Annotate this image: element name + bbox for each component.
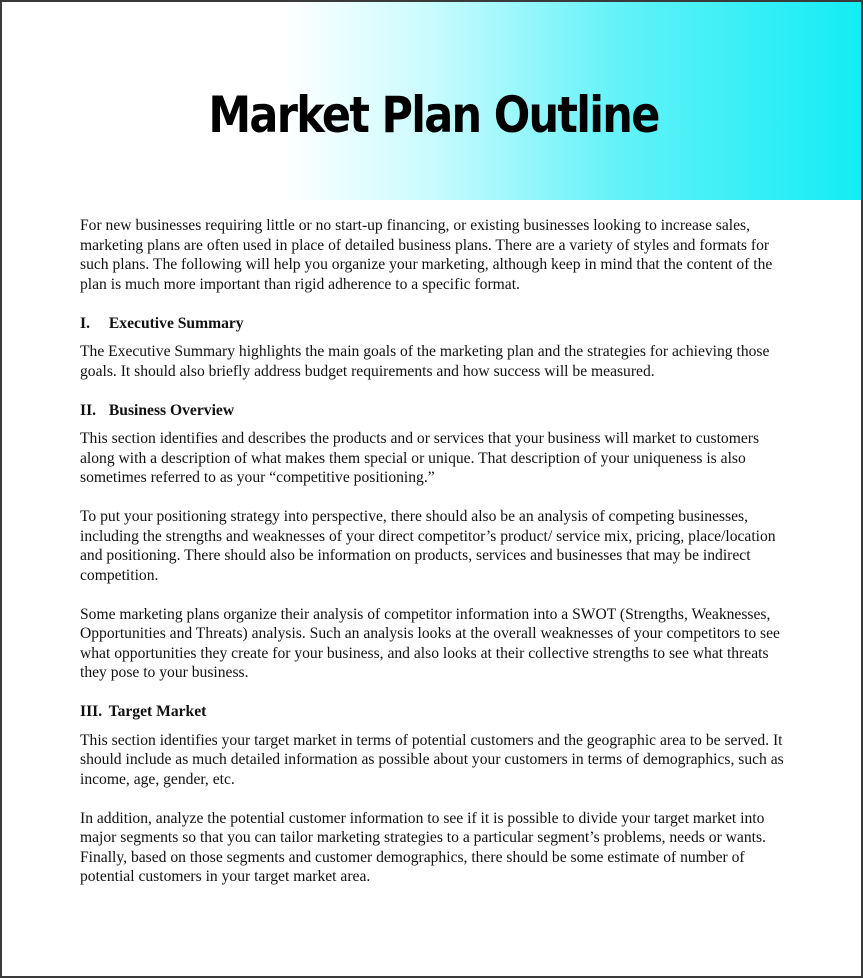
section-number: I.: [80, 314, 90, 332]
intro-paragraph: For new businesses requiring little or no start-up financing, or existing businesses looking to increase sales, marketing plans are often used in place of detailed business plans. There are a variety of styles and formats for such plans. The following will help you organize your marketing, although keep in mind that the content of the plan is much more important than rigid adherence to a specific format.: [80, 217, 773, 293]
section-heading: [80, 401, 795, 421]
section-heading: [80, 314, 795, 334]
section-paragraph: The Executive Summary highlights the main goals of the marketing plan and the strategies for achieving those goals. It should also briefly address budget requirements and how success will be measured.: [80, 343, 770, 380]
section-title: Executive Summary: [108, 314, 244, 332]
section-paragraph: This section identifies your target market in terms of potential customers and the geographic area to be served. It should include as much detailed information as possible about your customers in terms of demographics, such as income, age, gender, etc.: [80, 731, 784, 788]
document-title: Market Plan Outline: [208, 86, 659, 144]
section-number: II.: [80, 401, 97, 419]
section-title: Target Market: [108, 703, 207, 720]
section-business-overview: [80, 401, 795, 683]
section-paragraph: Some marketing plans organize their analysis of competitor information into a SWOT (Strengths, Weaknesses, Opportunities and Threats) analysis. Such an analysis looks at the overall weaknesses of your competitors to see what opportunities they create for your business, and also looks at their collective strengths to see what threats they pose to your business.: [80, 605, 780, 681]
section-executive-summary: [80, 314, 795, 382]
section-paragraph: This section identifies and describes the products and or services that your business will market to customers along with a description of what makes them special or unique. That description of your uniqueness is also sometimes referred to as your “competitive positioning.”: [80, 430, 760, 486]
section-paragraph: In addition, analyze the potential customer information to see if it is possible to divide your target market into major segments so that you can tailor marketing strategies to a particular segment’s problems, needs or wants. Finally, based on those segments and customer demographics, there should be some estimate of number of potential customers in your target market area.: [80, 809, 766, 885]
section-paragraph: To put your positioning strategy into perspective, there should also be an analysis of competing businesses, including the strengths and weaknesses of your direct competitor’s product/ service mix, pricing, place/location and positioning. There should also be information on products, services and businesses that may be indirect competition.: [80, 508, 776, 584]
section-target-market: [80, 702, 795, 887]
document-body: [80, 216, 795, 906]
section-heading: [80, 702, 795, 722]
section-title: Business Overview: [108, 401, 235, 419]
section-number: III.: [80, 703, 103, 720]
